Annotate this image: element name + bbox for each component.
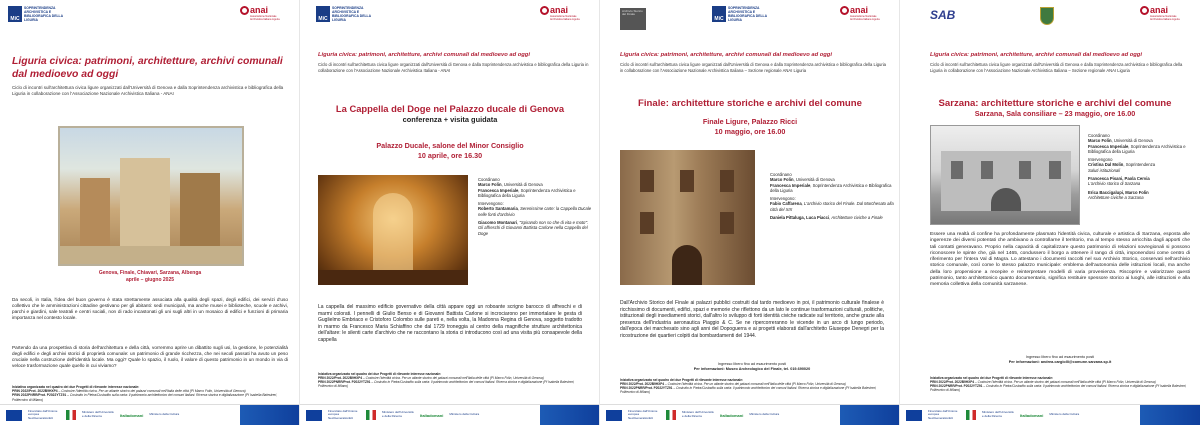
funding-prin1-text: – Costruire l'identità civica. Per un atlante storico dei palazzi comunali nell'Italia delle città (PI Marco Folin, Università di Genova) <box>362 376 544 381</box>
funding-prin1-code: PRIN 2022/Prot. 2022B9HXP4 <box>620 382 665 387</box>
coord-name-1: Marco Folin <box>1088 138 1112 144</box>
event-place-date: Sarzana, Sala consiliare – 23 maggio, ore 16.00 <box>974 109 1136 118</box>
anai-logo-sub: Associazione Nazionale Archivistica Italiana Liguria <box>550 15 580 21</box>
anai-logo-name: anai <box>250 5 269 15</box>
eu-flag-icon <box>906 410 922 421</box>
poster-panel-4 <box>900 0 1200 425</box>
speaker-name-3: Erica Baccigalupi, Marco Folin <box>1088 189 1149 195</box>
funding-prin2-text: – Costruito in Pietra/Custodito sulla carta: Il patrimonio architettonico dei comuni italiani. Ricerca storica e digitalizzazione (PI Isabella Balestreri, Politecnico di Milano) <box>12 393 278 402</box>
sab-logo-text: SOPRINTENDENZA ARCHIVISTICA E BIBLIOGRAFICA DELLA LIGURIA <box>332 6 371 22</box>
body-paragraph-1: Da secoli, in Italia, l'idea del buon governo è stata strettamente associata alla qualità degli spazi, degli edifici, dei servizi d'uso collettivo che le amministrazioni cittadine gestivano per gli abitanti: sedi municipali, ma anche musei e biblioteche, scuole e archivi, parchi e giardini, sale teatrali e centri sociali, non di rado incastonati gli uni sugli altri in un mosaico di edifici e funzioni di primaria importanza nel contesto locale. <box>12 297 288 321</box>
speaker-name-1: Cristina Dal Molin <box>1088 162 1124 168</box>
anai-logo <box>840 6 880 21</box>
footer-ribbon <box>1140 405 1200 425</box>
funding-prin2-code: PRIN 2022PNRR/Prot. P2022YTZ91 <box>318 380 371 385</box>
event-title: Finale: architetture storiche e archivi del comune <box>638 98 862 109</box>
funding-note <box>318 372 588 388</box>
series-title: Liguria civica: patrimoni, architetture, archivi comunali dal medioevo ad oggi <box>12 56 283 80</box>
caption-places: Genova, Finale, Chiavari, Sarzana, Albenga <box>98 270 202 276</box>
speaker-talk-1: Saluti istituzionali <box>1088 167 1121 173</box>
event-date: 10 aprile, ore 16.30 <box>417 151 483 160</box>
coord-aff-1: , Università di Genova <box>1111 138 1153 144</box>
mic-mark: MiC <box>316 6 330 22</box>
speaker-name-2: Francesca Pisani, Paola Cervia <box>1088 176 1150 182</box>
coord-name-2: Francesca Imperiale <box>770 182 811 188</box>
funding-prin2-text: – Costruito in Pietra/Custodito sulla carta: Il patrimonio architettonico dei comuni italiani. Ricerca storica e digitalizzazione (PI Isabella Balestreri, Politecnico di Milano) <box>620 386 877 395</box>
poster-panel-3 <box>600 0 900 425</box>
city-engraving-image <box>58 126 244 266</box>
chapel-fresco-image <box>318 175 468 285</box>
sab-logo <box>712 6 778 22</box>
poster-panel-2 <box>300 0 600 425</box>
funding-lead: Iniziativa organizzata nel quadro dei due Progetti di rilevante interesse nazionale: <box>12 385 140 389</box>
free-entry: Ingresso libero fino ad esaurimento posti <box>1025 355 1095 359</box>
footer-mur-text: Ministero dell'Università e della Ricerca <box>682 410 714 418</box>
coord-label: Coordinano <box>1088 133 1110 138</box>
footer-eu-text: Finanziato dall'Unione europea NextGenerationEU <box>628 408 658 420</box>
sab-logo-text: SOPRINTENDENZA ARCHIVISTICA E BIBLIOGRAFICA DELLA LIGURIA <box>728 6 767 22</box>
speaker-talk-1: , Serenissime carte: la Cappella Ducale nelle fonti d'archivio <box>478 206 592 217</box>
anai-logo-sub: Associazione Nazionale Archivistica Italiana Liguria <box>1150 15 1180 21</box>
series-title: Liguria civica: patrimoni, architetture, archivi comunali dal medioevo ad oggi <box>930 52 1142 58</box>
funding-prin2-code: PRIN 2022PNRR/Prot. P2022YTZ91 <box>620 386 673 391</box>
funding-prin1-text: – Costruire l'identità civica. Per un atlante storico dei palazzi comunali nell'Italia delle città (PI Marco Folin, Università di Genova) <box>664 382 846 387</box>
palazzo-ricci-image <box>620 150 755 285</box>
coord-aff-1: , Università di Genova <box>793 177 835 183</box>
event-date: 10 maggio, ore 16.00 <box>714 127 786 136</box>
speaker-name-2: Giacomo Montanari <box>478 220 518 226</box>
coord-label: Coordinano <box>770 172 792 177</box>
poster-panel-1 <box>0 0 300 425</box>
speak-label: Intervengono: <box>770 196 796 202</box>
caption-dates: aprile – giugno 2025 <box>125 277 175 283</box>
footer-eu-text: Finanziato dall'Unione europea NextGenerationEU <box>928 408 958 420</box>
speaker-name-1: Roberto Santamaria <box>478 206 518 212</box>
footer-eu-text: Finanziato dall'Unione europea NextGenerationEU <box>28 408 58 420</box>
funding-lead: Iniziativa organizzata nel quadro dei due Progetti di rilevante interesse nazionale: <box>620 378 744 382</box>
speakers-block <box>1088 133 1196 200</box>
anai-logo-name: anai <box>850 5 869 15</box>
coord-name-1: Marco Folin <box>478 182 502 188</box>
anai-flower-icon <box>540 6 549 15</box>
funding-prin2-text: – Costruito in Pietra/Custodito sulla carta: Il patrimonio architettonico dei comuni italiani. Ricerca storica e digitalizzazione (PI Isabella Balestreri, Politecnico di Milano) <box>930 384 1187 393</box>
event-type: conferenza + visita guidata <box>402 115 498 124</box>
eu-flag-icon <box>606 410 622 421</box>
footer-mic-text: Ministero della Cultura <box>449 412 480 417</box>
italy-emblem-icon <box>966 410 976 420</box>
sarzana-crest-icon <box>1040 7 1054 25</box>
coord-aff-1: , Università di Genova <box>501 182 543 188</box>
funding-lead: Iniziativa organizzata nel quadro dei due Progetti di rilevante interesse nazionale: <box>318 372 442 376</box>
speaker-talk-2: , Architetture civiche a Finale <box>829 215 883 221</box>
mic-mark: MiC <box>712 6 726 22</box>
footer-ribbon <box>540 405 600 425</box>
info-contact: Per informazioni: Museo Archeologico del Finale, tel. 019.690020 <box>693 367 811 371</box>
event-title: La Cappella del Doge nel Palazzo ducale di Genova <box>335 103 565 114</box>
anai-logo-name: anai <box>550 5 569 15</box>
event-title: Sarzana: architetture storiche e archivi del comune <box>938 98 1172 109</box>
anai-logo <box>240 6 280 21</box>
coord-aff-2: , Soprintendenza Archivistica e Bibliografica della Liguria <box>1088 143 1186 154</box>
anai-flower-icon <box>240 6 249 15</box>
coord-label: Coordinano <box>478 177 500 182</box>
coord-name-2: Francesca Imperiale <box>1088 143 1129 149</box>
speakers-block <box>770 172 894 220</box>
anai-logo-sub: Associazione Nazionale Archivistica Italiana Liguria <box>250 15 280 21</box>
body-paragraph-2: Partendo da una prospettiva di storia dell'architettura e della città, vorremmo aprire un dibattito sugli usi, la gestione, le potenzialità degli edifici e degli archivi storici di proprietà comunale: un patrimonio di grande ricchezza, che nei secoli passati ha avuto un peso cruciale nella costruzione dell'identità locale. Ma oggi? Quale lo spazio, il ruolo, il valore di questo patrimonio in un mondo in via di veloce trasformazione quale quello in cui viviamo? <box>12 345 288 369</box>
body-paragraph: Essere una realtà di confine ha profondamente plasmato l'identità civica, culturale e artistica di Sarzana, esposta alle ingerenze dei diversi potentati che ambivano a controllarne il territorio, ma al tempo stesso arricchita dagli apporti che tali contatti generavano. Proprio nella capacità di capitalizzare questo patrimonio di relazioni sovregionali si possono riconoscere le spinte che, già nel 1465, condussero il borgo a ottenere il rango di città, imponendosi come centro di riferimento per l'intera Val di Magra. Lo attestano i documenti raccolti nel suo Archivio Storico, conservati nell'archivio storico comunale, così come lo stesso palazzo municipale: emblema dell'autonomia delle istituzioni locali, ma anche della loro propensione a recepire e reinterpretare modelli di varia provenienza. Riscoprire e valorizzare questi patrimonio, tanto architettonico quanto documentario, significa restituire spessore storico ai luoghi, alle istituzioni e alla memoria collettiva della comunità sarzanese. <box>930 232 1190 288</box>
speakers-block <box>478 177 594 236</box>
sab-monogram-logo: SAB <box>930 8 956 22</box>
body-paragraph: Dall'Archivio Storico del Finale ai palazzi pubblici costruiti dal tardo medioevo in poi, il patrimonio culturale finalese è ricchissimo di documenti, edifici, spazi e memorie che riflettono da un lato le continue trasformazioni culturali, politiche, istituzionali degli insediamenti storici, dall'altro lo sviluppo di forti identità civiche radicate sul territorio, anche grazie alla presenza dell'industria aeronautica Piaggio & C. Se ne ripercorreranno le vicende in un arco di lungo periodo, dall'epoca dei marchesato sino agli anni del Dopoguerra e ai progetti elaborati dall'architetto Giuseppe Denegri per la ricostruzione dei quartieri colpiti dai bombardamenti del 1944. <box>620 300 884 339</box>
sab-logo <box>316 6 382 22</box>
funding-prin1-text: – Costruire l'identità civica. Per un atlante storico dei palazzi comunali nell'Italia delle città (PI Marco Folin, Università di Genova) <box>974 380 1156 385</box>
series-title: Liguria civica: patrimoni, architetture, archivi comunali dal medioevo ad oggi <box>620 52 832 58</box>
funding-prin2-text: – Costruito in Pietra/Custodito sulla carta: Il patrimonio architettonico dei comuni italiani. Ricerca storica e digitalizzazione (PI Isabella Balestreri, Politecnico di Milano) <box>318 380 575 389</box>
footer-logos <box>900 404 1200 425</box>
archivio-finale-logo: Archivio Storico del Finale <box>620 8 646 30</box>
funding-note <box>12 385 288 402</box>
footer-logos <box>300 404 600 425</box>
speaker-talk-2: , "Spirando non so che di vita e moto": Gli affreschi di Giovanni Battista Carlone nella Cappella del Doge <box>478 220 589 236</box>
footer-italiadomani: Italiadomani <box>720 412 744 418</box>
mic-mark: MiC <box>8 6 22 22</box>
event-place: Palazzo Ducale, salone del Minor Consiglio <box>376 141 524 150</box>
coord-name-1: Marco Folin <box>770 177 794 183</box>
speaker-name-1: Fabio Caffarena <box>770 201 802 207</box>
sarzana-palazzo-engraving <box>930 125 1080 225</box>
funding-prin1-code: PRIN 2022/Prot. 2022B9HXP4 <box>12 389 58 394</box>
footer-logos <box>600 404 900 425</box>
anai-flower-icon <box>1140 6 1149 15</box>
funding-lead: Iniziativa organizzata nel quadro dei due Progetti di rilevante interesse nazionale: <box>930 376 1054 380</box>
anai-logo <box>540 6 580 21</box>
footer-logos <box>0 404 300 425</box>
coord-aff-2: , Soprintendenza Archivistica e Bibliografica della Liguria <box>478 187 576 198</box>
funding-prin2-code: PRIN 2022PNRR/Prot. P2022YTZ91 <box>930 384 983 389</box>
footer-mur-text: Ministero dell'Università e della Ricerca <box>82 410 114 418</box>
funding-prin1-text: – Costruire l'identità civica. Per un atlante storico dei palazzi comunali nell'Italia delle città (PI Marco Folin, Università di Genova) <box>57 389 246 394</box>
footer-ribbon <box>240 405 300 425</box>
footer-mic-text: Ministero della Cultura <box>149 412 180 417</box>
intro-text: Ciclo di incontri sull'architettura civica ligure organizzati dall'Università di Genova e dalla Soprintendenza archivistica e bibliografica della Liguria in collaborazione con l'Associazione Nazionale Archivistica Italiana – Sezione regionale ANAI Liguria <box>620 62 887 73</box>
eu-flag-icon <box>306 410 322 421</box>
coord-aff-2: , Soprintendenza Archivistica e Bibliografica della Liguria <box>770 182 892 193</box>
footer-mur-text: Ministero dell'Università e della Ricerca <box>982 410 1014 418</box>
sab-logo-text: SOPRINTENDENZA ARCHIVISTICA E BIBLIOGRAFICA DELLA LIGURIA <box>24 6 63 22</box>
body-paragraph: La cappella del massimo edificio governativo della città appare oggi un roboante scrigno barocco di affreschi e di marmi colorati. I pennelli di Giulio Benso e di Giovanni Battista Carlone si incrociarono per immortalare le gesta di Guglielmo Embriaco e Cristoforo Colombo sulle pareti e, nella volta, la Madonna Regina di Genova, soggetto tradotto in marmo da Francesco Maria Schiaffino che dal 1729 troneggia al centro della magnifiche strutture architettonica dell'altare: le silenti carte d'archivio che ne raccontano la storia ci introducono così ad una visita più consapevole della cappella <box>318 304 582 343</box>
speak-label: Intervengono <box>1088 157 1113 163</box>
intro-text: Ciclo di incontri sull'architettura civica ligure organizzati dall'Università di Genova e dalla Soprintendenza archivistica e bibliografica della Liguria in collaborazione con l'Associazione Nazionale Archivistica Italiana - ANAI <box>12 85 284 97</box>
anai-logo <box>1140 6 1180 21</box>
funding-prin2-code: PRIN 2022PNRR/Prot. P2022YTZ91 <box>12 393 67 398</box>
funding-prin1-code: PRIN 2022/Prot. 2022B9HXP4 <box>318 376 363 381</box>
series-title: Liguria civica: patrimoni, architetture, archivi comunali dal medioevo ad oggi <box>318 52 530 58</box>
speaker-aff-1: , Soprintendenza <box>1123 162 1156 168</box>
speaker-talk-1: , L'archivio storico del Finale. Dal Marchesato alla città del XIX <box>770 201 894 212</box>
footer-italiadomani: Italiadomani <box>420 412 444 418</box>
footer-mic-text: Ministero della Cultura <box>749 412 780 417</box>
sab-logo <box>8 6 74 22</box>
event-place: Finale Ligure, Palazzo Ricci <box>702 117 798 126</box>
eu-flag-icon <box>6 410 22 421</box>
speak-label: Intervengono: <box>478 201 504 207</box>
coord-name-2: Francesca Imperiale <box>478 187 519 193</box>
anai-logo-sub: Associazione Nazionale Archivistica Italiana Liguria <box>850 15 880 21</box>
speaker-talk-2: L'archivio storico di Sarzana <box>1088 181 1141 187</box>
intro-text: Ciclo di incontri sull'architettura civica ligure organizzati dall'Università di Genova e dalla Soprintendenza archivistica e bibliografica della Liguria in collaborazione con l'Associazione Nazionale Archivistica Italiana - ANAI <box>318 62 589 73</box>
info-contact: Per informazioni: andrea.cargiolli@comune.sarzana.sp.it <box>1008 360 1112 364</box>
footer-italiadomani: Italiadomani <box>120 412 144 418</box>
anai-logo-name: anai <box>1150 5 1169 15</box>
italy-emblem-icon <box>366 410 376 420</box>
footer-eu-text: Finanziato dall'Unione europea NextGenerationEU <box>328 408 358 420</box>
footer-ribbon <box>840 405 900 425</box>
footer-italiadomani: Italiadomani <box>1020 412 1044 418</box>
speaker-name-2: Daniela Pittaluga, Luca Piacci <box>770 215 830 221</box>
italy-emblem-icon <box>666 410 676 420</box>
funding-note <box>620 378 890 394</box>
italy-emblem-icon <box>66 410 76 420</box>
anai-flower-icon <box>840 6 849 15</box>
footer-mic-text: Ministero della Cultura <box>1049 412 1080 417</box>
intro-text: Ciclo di incontri sull'architettura civica ligure organizzati dall'Università di Genova e dalla Soprintendenza archivistica e bibliografica della Liguria in collaborazione con l'Associazione Nazionale Archivistica Italiana – Sezione regionale ANAI Liguria <box>930 62 1183 73</box>
funding-prin1-code: PRIN 2022/Prot. 2022B9HXP4 <box>930 380 975 385</box>
free-entry: Ingresso libero fino ad esaurimento posti <box>717 362 787 366</box>
speaker-talk-3: Architetture civiche a Sarzana <box>1088 194 1144 200</box>
funding-note <box>930 376 1192 392</box>
footer-mur-text: Ministero dell'Università e della Ricerca <box>382 410 414 418</box>
